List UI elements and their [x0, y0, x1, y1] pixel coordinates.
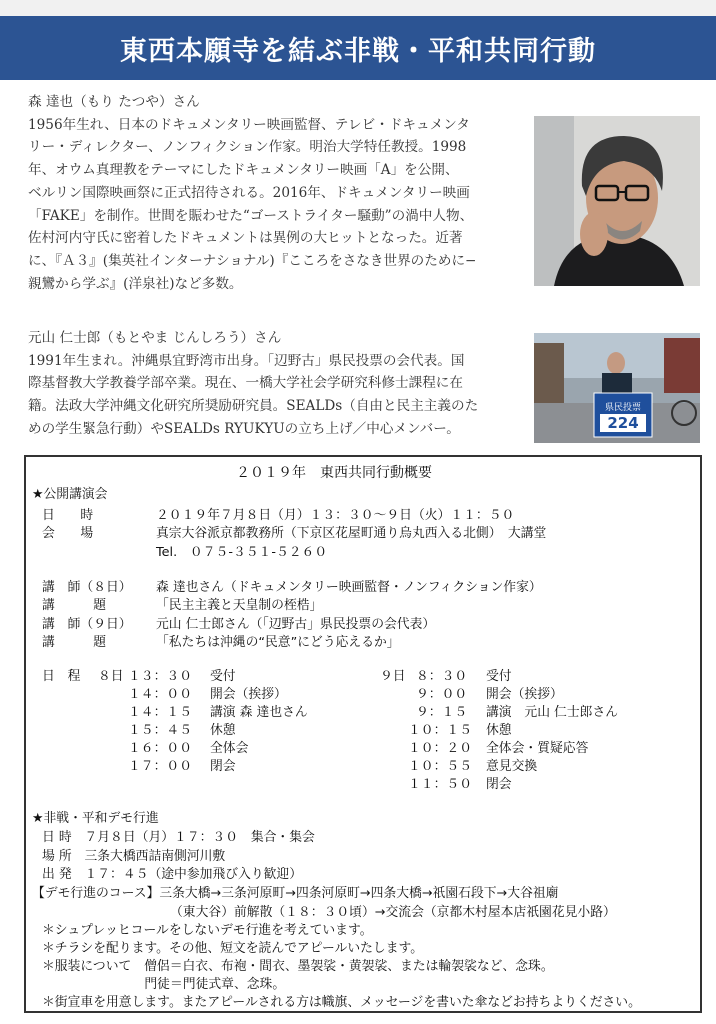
day2-event: 全体会・質疑応答: [486, 741, 589, 756]
tel-value: Tel. ０７５-３５１-５２６０: [156, 545, 328, 560]
note-item: ＊街宣車を用意します。またアピールされる方は幟旗、メッセージを書いた傘などお持ちよりください。: [42, 995, 641, 1010]
speaker1-photo: [534, 116, 700, 286]
topic2-label: 講 題: [42, 635, 106, 650]
day1-event: 開会（挨拶）: [210, 687, 287, 702]
schedule-label: 日 程: [42, 669, 81, 684]
topic1-label: 講 題: [42, 598, 106, 613]
day2-event: 休憩: [486, 723, 512, 738]
day1-event: 全体会: [210, 741, 249, 756]
venue-value: 真宗大谷派京都教務所（下京区花屋町通り烏丸西入る北側） 大講堂: [156, 526, 547, 541]
day2-event: 意見交換: [486, 759, 538, 774]
sign-number: 224: [607, 414, 639, 432]
day1-label: ８日: [98, 669, 124, 684]
day2-time: ９：１５: [416, 705, 468, 720]
speaker1-name: 森 達也（もり たつや）さん: [28, 94, 200, 110]
day2-time: １１：５０: [408, 777, 472, 792]
note-item: ＊服装について 僧侶＝白衣、布袍・間衣、墨袈裟・黄袈裟、または輪袈裟など、念珠。: [42, 959, 554, 974]
page-title: 東西本願寺を結ぶ非戦・平和共同行動: [120, 35, 596, 67]
day1-time: １４：１５: [128, 705, 192, 720]
day2-event: 開会（挨拶）: [486, 687, 563, 702]
top-strip: [0, 0, 716, 16]
speaker1-bio-line: 佐村河内守氏に密着したドキュメントは異例の大ヒットとなった。近著: [28, 230, 463, 247]
day1-event: 講演 森 達也さん: [210, 705, 308, 720]
speaker1-bio-line: 年、オウム真理教をテーマにしたドキュメンタリー映画「A」を公開、: [28, 162, 459, 179]
lecturer2-value: 元山 仁士郎さん（「辺野古」県民投票の会代表）: [156, 617, 436, 632]
topic2-value: 「私たちは沖縄の“民意”にどう応えるか」: [156, 635, 400, 650]
demo-date: 日 時 ７月８日（月）１７：３０ 集合・集会: [42, 830, 315, 845]
day1-event: 閉会: [210, 759, 236, 774]
day2-time: ９：００: [416, 687, 468, 702]
speaker2-bio-line: めの学生緊急行動）やSEALDs RYUKYUの立ち上げ／中心メンバー。: [28, 420, 460, 437]
day2-time: １０：１５: [408, 723, 472, 738]
day2-time: ８：３０: [416, 669, 468, 684]
speaker2-name: 元山 仁士郎（もとやま じんしろう）さん: [28, 330, 282, 346]
lecturer1-label: 講 師（８日）: [42, 580, 132, 595]
overview-title: ２０１９年 東西共同行動概要: [236, 465, 432, 481]
day1-time: １６：００: [128, 741, 192, 756]
day2-event: 講演 元山 仁士郎さん: [486, 705, 619, 720]
venue-label: 会 場: [42, 526, 94, 541]
day1-time: １３：３０: [128, 669, 192, 684]
day1-time: １５：４５: [128, 723, 192, 738]
speaker1-bio-line: に、『Ａ３』(集英社インターナショナル)『こころをさなき世界のために−: [28, 252, 477, 269]
speaker1-section: [28, 91, 528, 295]
speaker1-bio-line: 親鸞から学ぶ』(洋泉社)など多数。: [28, 275, 243, 292]
speaker2-photo: [534, 333, 700, 443]
day2-label: ９日: [380, 669, 406, 684]
demo-depart: 出 発 １７：４５（途中参加飛び入り歓迎）: [42, 867, 303, 882]
note-item: ＊チラシを配ります。その他、短文を読んでアピールいたします。: [42, 941, 424, 956]
demo-place: 場 所 三条大橋西詰南側河川敷: [42, 849, 226, 864]
speaker1-bio-line: 「FAKE」を制作。世間を賑わせた“ゴーストライター騒動”の渦中人物、: [28, 207, 474, 224]
speaker2-bio-line: 1991年生まれ。沖縄県宜野湾市出身。「辺野古」県民投票の会代表。国: [28, 352, 465, 369]
overview-box: [24, 455, 702, 1013]
topic1-value: 「民主主義と天皇制の桎梏」: [156, 598, 323, 613]
demo-course-line2: （東大谷）前解散（１８：３０頃）→交流会（京都木村屋本店祇園花見小路）: [170, 905, 616, 920]
lecturer2-label: 講 師（９日）: [42, 617, 132, 632]
lecture-heading: ★公開講演会: [32, 487, 108, 502]
sign-text-label: 県民投票: [604, 403, 642, 413]
day1-event: 休憩: [210, 723, 236, 738]
speaker1-bio-line: リー・ディレクター、ノンフィクション作家。明治大学特任教授。1998: [28, 139, 467, 156]
lecturer1-value: 森 達也さん（ドキュメンタリー映画監督・ノンフィクション作家）: [156, 580, 542, 595]
title-banner: [0, 16, 716, 80]
demo-course-line1: 【デモ行進のコース】三条大橋→三条河原町→四条河原町→四条大橋→祇園石段下→大谷祖廟: [32, 886, 559, 901]
day2-time: １０：５５: [408, 759, 472, 774]
speaker2-section: [28, 327, 528, 441]
speaker1-bio-line: ベルリン国際映画祭に正式招待される。2016年、ドキュメンタリー映画: [28, 184, 470, 201]
speaker1-portrait: [534, 116, 700, 286]
speaker2-bio-line: 際基督教大学教養学部卒業。現在、一橋大学社会学研究科修士課程に在: [28, 375, 463, 392]
speaker1-bio-line: 1956年生れ、日本のドキュメンタリー映画監督、テレビ・ドキュメンタ: [28, 116, 470, 133]
day2-time: １０：２０: [408, 741, 472, 756]
note-item: 門徒＝門徒式章、念珠。: [42, 977, 286, 992]
speaker2-bio-line: 籍。法政大学沖縄文化研究所奨励研究員。SEALDs（自由と民主主義のた: [28, 398, 479, 415]
day1-time: １４：００: [128, 687, 192, 702]
note-item: ＊シュプレッヒコールをしないデモ行進を考えています。: [42, 923, 373, 938]
demo-heading: ★非戦・平和デモ行進: [32, 811, 159, 826]
date-value: ２０１９年７月８日（月）１３：３０〜９日（火）１１：５０: [156, 508, 515, 523]
day1-time: １７：００: [128, 759, 192, 774]
day2-event: 受付: [486, 669, 512, 684]
day1-event: 受付: [210, 669, 236, 684]
speaker2-street-photo: [534, 333, 700, 443]
day2-event: 閉会: [486, 777, 512, 792]
date-label: 日 時: [42, 508, 94, 523]
